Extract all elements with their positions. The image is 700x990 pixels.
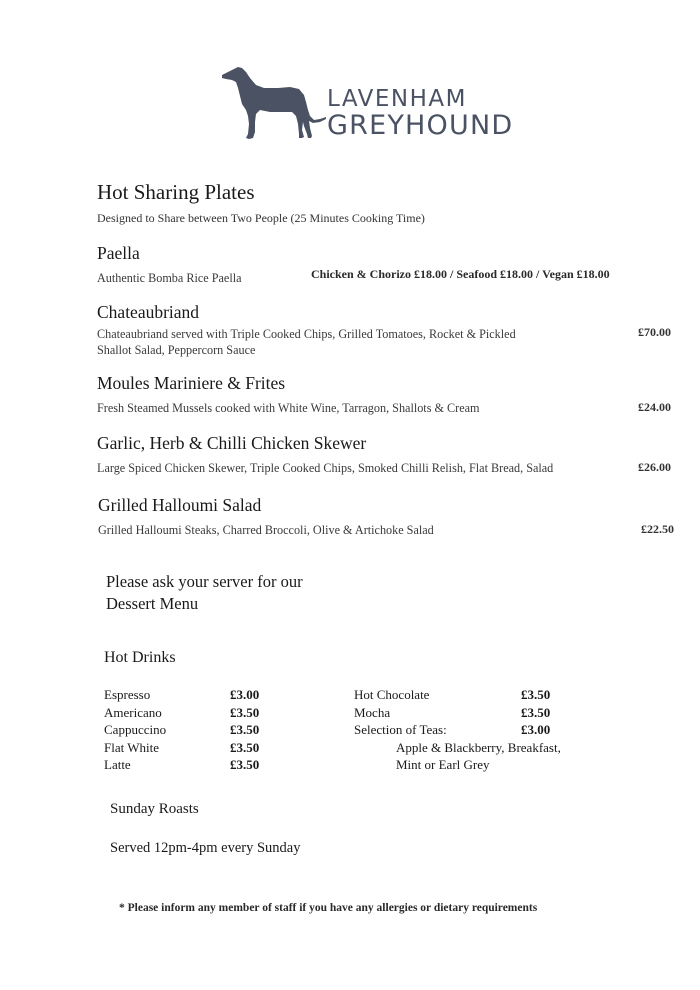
tea-varieties-line1: Apple & Blackberry, Breakfast,	[396, 739, 561, 755]
drink-row	[104, 739, 304, 757]
drink-row	[354, 704, 594, 722]
menu-item-name: Garlic, Herb & Chilli Chicken Skewer	[97, 433, 367, 453]
drink-price: £3.50	[230, 722, 260, 737]
hot-drinks-right-list	[354, 686, 594, 774]
allergy-note: * Please inform any member of staff if you have any allergies or dietary requirements	[119, 902, 538, 914]
dessert-note	[106, 571, 303, 615]
dessert-note-line2: Dessert Menu	[106, 594, 199, 613]
greyhound-icon	[220, 66, 326, 140]
sunday-roasts-time: Served 12pm-4pm every Sunday	[110, 840, 301, 856]
drink-row	[104, 721, 304, 739]
drink-name: Selection of Teas:	[354, 722, 447, 737]
dessert-note-line1: Please ask your server for our	[106, 572, 303, 591]
menu-item-price: £24.00	[638, 400, 671, 414]
drink-price: £3.00	[521, 722, 551, 737]
drink-row	[354, 686, 594, 704]
section-title-sunday-roasts: Sunday Roasts	[110, 801, 199, 817]
menu-item-name: Chateaubriand	[97, 302, 200, 322]
menu-item-price: £26.00	[638, 460, 671, 474]
menu-item-name: Paella	[97, 243, 140, 263]
logo-text-greyhound: GREYHOUND	[327, 110, 514, 141]
section-title-hot-drinks: Hot Drinks	[104, 649, 176, 666]
drink-price: £3.50	[521, 687, 551, 702]
menu-item-name: Grilled Halloumi Salad	[98, 495, 262, 515]
drink-name: Cappuccino	[104, 722, 167, 737]
drink-price: £3.50	[230, 704, 260, 720]
hot-drinks-left-list	[104, 686, 304, 774]
drink-name: Hot Chocolate	[354, 687, 430, 702]
drink-row	[104, 686, 304, 704]
drink-name: Flat White	[104, 739, 160, 755]
menu-item-description: Authentic Bomba Rice Paella	[97, 271, 242, 285]
drink-name: Mocha	[354, 704, 391, 720]
menu-item-price: Chicken & Chorizo £18.00 / Seafood £18.00 / Vegan £18.00	[311, 267, 610, 281]
drink-price: £3.00	[230, 687, 260, 702]
drink-row	[104, 756, 304, 774]
drink-name: Latte	[104, 757, 131, 772]
logo-text-lavenham: LAVENHAM	[327, 86, 467, 112]
drink-name: Espresso	[104, 687, 151, 702]
tea-varieties	[354, 739, 594, 774]
tea-varieties-line2: Mint or Earl Grey	[396, 757, 490, 772]
menu-item-description: Grilled Halloumi Steaks, Charred Broccoli, Olive & Artichoke Salad	[98, 523, 434, 537]
menu-item-description: Fresh Steamed Mussels cooked with White Wine, Tarragon, Shallots & Cream	[97, 401, 480, 415]
drink-price: £3.50	[521, 704, 551, 720]
section-title-hot-sharing-plates: Hot Sharing Plates	[97, 180, 255, 204]
menu-item-price: £70.00	[638, 325, 671, 339]
drink-price: £3.50	[230, 757, 260, 772]
section-subtitle: Designed to Share between Two People (25 Minutes Cooking Time)	[97, 211, 425, 225]
menu-item-price: £22.50	[641, 522, 674, 536]
drink-row	[354, 721, 594, 739]
drink-name: Americano	[104, 704, 162, 720]
drink-price: £3.50	[230, 739, 260, 755]
menu-item-description: Chateaubriand served with Triple Cooked Chips, Grilled Tomatoes, Rocket & Pickled Shallot Salad, Peppercorn Sauce	[97, 327, 516, 357]
drink-row	[104, 704, 304, 722]
menu-item-description: Large Spiced Chicken Skewer, Triple Cooked Chips, Smoked Chilli Relish, Flat Bread, Salad	[97, 461, 554, 475]
menu-item-name: Moules Mariniere & Frites	[97, 373, 286, 393]
